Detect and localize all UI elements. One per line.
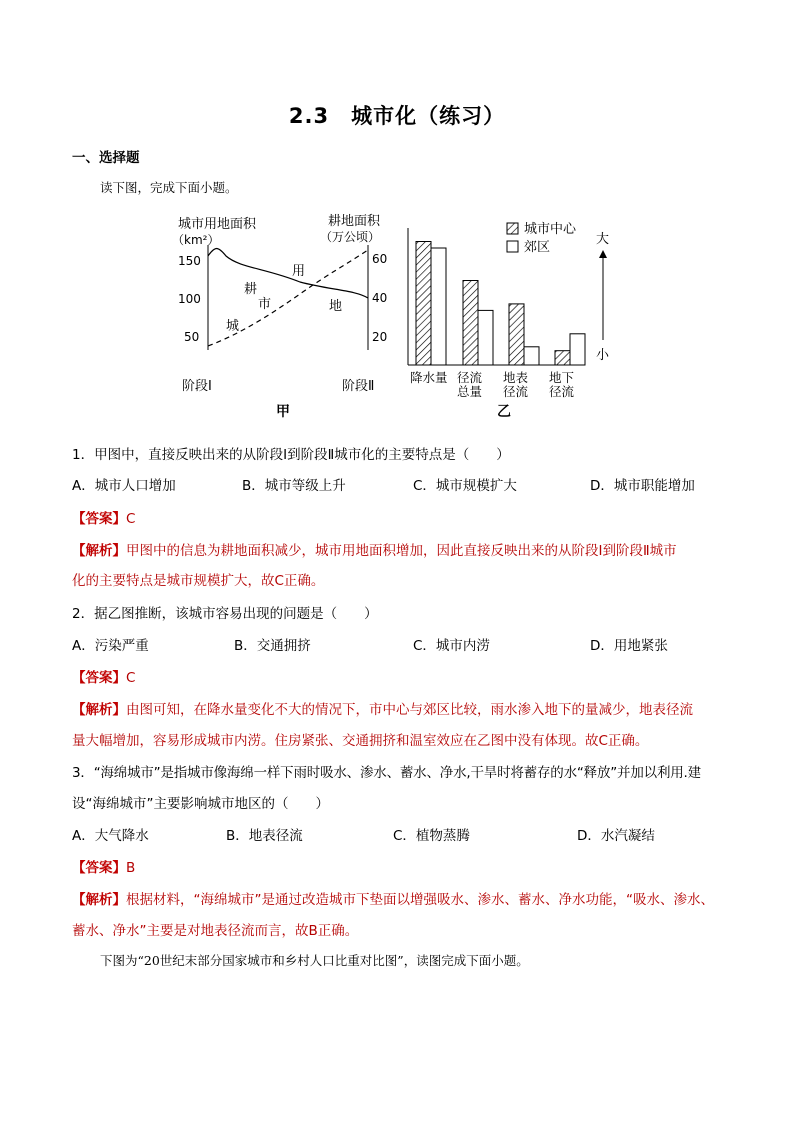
answer-tag: 【答案】	[72, 860, 126, 876]
bar-city-center	[416, 242, 431, 366]
answer-tag: 【答案】	[72, 511, 126, 527]
y-arrow-head	[599, 250, 607, 258]
question-3-answer	[72, 856, 135, 876]
y-label-bottom: 小	[596, 348, 610, 363]
legend-label: 郊区	[524, 240, 551, 255]
bar-city-center	[463, 281, 478, 366]
x-tick-label: 地表	[503, 370, 529, 385]
analysis-tag: 【解析】	[72, 702, 126, 718]
curve-label: 耕	[244, 282, 258, 297]
right-axis-unit: （万公顷）	[320, 230, 381, 244]
left-axis-unit: （km²）	[172, 233, 220, 247]
bar-city-center	[509, 304, 524, 365]
question-1-analysis	[72, 539, 677, 559]
curve-label: 地	[329, 299, 343, 314]
bar-suburb	[524, 347, 539, 365]
x-tick-label: 地下	[549, 370, 575, 385]
farmland-curve	[208, 249, 368, 299]
intro-text-2: 下图为“20世纪末部分国家城市和乡村人口比重对比图”，读图完成下面小题。	[100, 953, 529, 968]
question-1-answer	[72, 507, 135, 527]
question-2-option-c: C．城市内涝	[413, 638, 490, 654]
question-3-option-c: C．植物蒸腾	[393, 828, 470, 844]
question-3-option-d: D．水汽凝结	[577, 828, 655, 844]
figure-yi	[400, 210, 630, 425]
x-tick-label: 径流	[457, 370, 483, 385]
bar-city-center	[555, 351, 570, 365]
left-tick: 150	[178, 254, 201, 268]
analysis-tag: 【解析】	[72, 543, 126, 559]
right-tick: 20	[372, 330, 388, 344]
x-end-label: 阶段Ⅱ	[342, 379, 375, 394]
question-1-option-c: C．城市规模扩大	[413, 478, 517, 494]
question-1-option-d: D．城市职能增加	[590, 478, 695, 494]
question-3-stem-cont: 设“海绵城市”主要影响城市地区的（ ）	[72, 796, 329, 812]
question-2-stem: 2．据乙图推断，该城市容易出现的问题是（ ）	[72, 606, 378, 622]
x-tick-label: 径流	[503, 384, 529, 399]
curve-label: 城	[226, 319, 240, 334]
analysis-text: 由图可知，在降水量变化不大的情况下，市中心与郊区比较，雨水渗入地下的量减少，地表径流	[126, 702, 693, 718]
x-start-label: 阶段Ⅰ	[182, 379, 212, 394]
question-1-stem: 1．甲图中，直接反映出来的从阶段Ⅰ到阶段Ⅱ城市化的主要特点是（ ）	[72, 447, 510, 463]
analysis-text: 甲图中的信息为耕地面积减少，城市用地面积增加，因此直接反映出来的从阶段Ⅰ到阶段Ⅱ城市	[126, 543, 677, 559]
page-title: 2.3 城市化（练习）	[288, 104, 506, 128]
question-2-answer	[72, 666, 135, 686]
x-tick-label: 降水量	[410, 370, 448, 385]
answer-value: C	[126, 670, 136, 686]
question-1-option-b: B．城市等级上升	[242, 478, 346, 494]
bar-suburb	[431, 248, 446, 365]
bar-suburb	[570, 334, 585, 365]
question-3-stem: 3．“海绵城市”是指城市像海绵一样下雨时吸水、渗水、蓄水、净水,干旱时将蓄存的水“释放”并加以利用.建	[72, 765, 701, 781]
x-tick-label: 径流	[549, 384, 575, 399]
answer-tag: 【答案】	[72, 670, 126, 686]
figure-jia	[170, 210, 400, 425]
question-1-option-a: A．城市人口增加	[72, 478, 176, 494]
answer-value: C	[126, 511, 136, 527]
bar-suburb	[478, 310, 493, 365]
question-2-option-a: A．污染严重	[72, 638, 149, 654]
answer-value: B	[126, 860, 136, 876]
figure-caption: 甲	[276, 404, 290, 420]
legend-label: 城市中心	[524, 222, 577, 237]
x-tick-label: 总量	[457, 384, 483, 399]
legend-swatch-center	[507, 223, 518, 234]
question-3-option-a: A．大气降水	[72, 828, 149, 844]
legend-swatch-suburb	[507, 241, 518, 252]
right-axis-title: 耕地面积	[328, 214, 381, 229]
question-2-option-d: D．用地紧张	[590, 638, 668, 654]
intro-text-1: 读下图，完成下面小题。	[100, 180, 238, 195]
left-tick: 100	[178, 292, 201, 306]
right-tick: 60	[372, 252, 388, 266]
section-heading: 一、选择题	[72, 150, 140, 166]
question-2-analysis-cont: 量大幅增加，容易形成城市内涝。住房紧张、交通拥挤和温室效应在乙图中没有体现。故C正确。	[72, 733, 649, 749]
question-2-option-b: B．交通拥挤	[234, 638, 311, 654]
left-axis-title: 城市用地面积	[178, 217, 257, 232]
analysis-text: 根据材料，“海绵城市”是通过改造城市下垫面以增强吸水、渗水、蓄水、净水功能，“吸水、渗水、	[126, 892, 714, 908]
curve-label: 用	[292, 264, 306, 279]
left-tick: 50	[184, 330, 200, 344]
question-2-analysis	[72, 698, 693, 718]
y-label-top: 大	[596, 232, 610, 247]
right-tick: 40	[372, 291, 388, 305]
figure-caption: 乙	[497, 404, 511, 420]
question-3-analysis	[72, 888, 714, 908]
question-3-option-b: B．地表径流	[226, 828, 303, 844]
question-3-analysis-cont: 蓄水、净水”主要是对地表径流而言，故B正确。	[72, 923, 359, 939]
curve-label: 市	[258, 297, 272, 312]
question-1-analysis-cont: 化的主要特点是城市规模扩大，故C正确。	[72, 573, 325, 589]
analysis-tag: 【解析】	[72, 892, 126, 908]
